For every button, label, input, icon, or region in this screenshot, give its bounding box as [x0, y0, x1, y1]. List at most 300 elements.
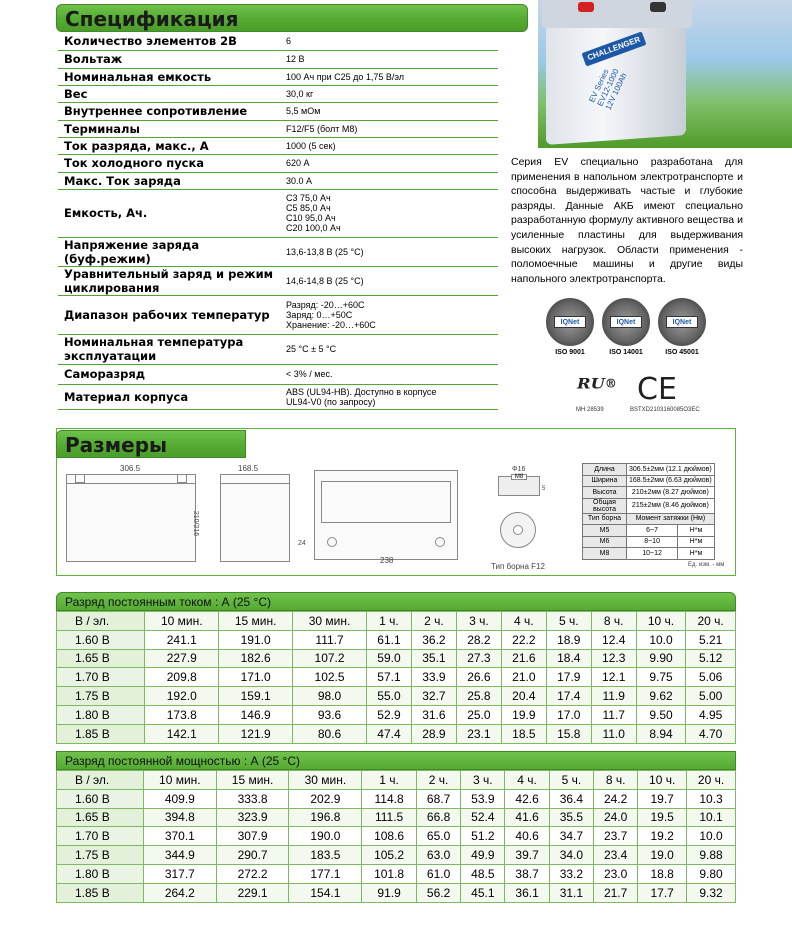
column-header: 30 мин.	[289, 771, 362, 790]
spec-label: Материал корпуса	[58, 384, 280, 409]
value-cell: 59.0	[366, 649, 411, 668]
torque-cell: М8	[583, 548, 627, 560]
value-cell: 105.2	[362, 846, 417, 865]
value-cell: 159.1	[219, 687, 293, 706]
dimension-spec-table	[582, 463, 715, 560]
dimensions-section-header	[56, 430, 246, 458]
spec-row	[58, 384, 498, 409]
column-header: 8 ч.	[594, 771, 638, 790]
value-cell: 102.5	[293, 668, 367, 687]
value-cell: 98.0	[293, 687, 367, 706]
spec-value-line: ABS (UL94-HB). Доступно в корпусе	[286, 386, 437, 397]
table-row	[57, 705, 736, 724]
value-cell: 31.1	[549, 883, 593, 902]
value-cell: 114.8	[362, 789, 417, 808]
value-cell: 25.0	[456, 705, 501, 724]
spec-row	[58, 120, 498, 137]
value-cell: 19.7	[638, 789, 687, 808]
value-cell: 80.6	[293, 724, 367, 743]
battery-lid	[542, 0, 692, 28]
dimension-key: Длина	[583, 464, 627, 476]
series-description: Серия EV специально разработана для применения в напольном электротранспорте и способна выдерживать частые и глубокие разряды. Данные АКБ имеют специально разработанную формулу активного вещества и усиленные пластины для выдерживания высоких нагрузок. Области применения - поломоечные машины и другие виды напольного электротранспорта.	[511, 156, 743, 285]
value-cell: 36.2	[411, 630, 456, 649]
value-cell: 20.4	[501, 687, 546, 706]
table-row	[57, 668, 736, 687]
value-cell: 5.06	[686, 668, 736, 687]
spec-value-line: 620 А	[286, 158, 310, 168]
value-cell: 10.3	[687, 789, 736, 808]
torque-cell: Н*м	[678, 536, 715, 548]
value-cell: 56.2	[416, 883, 460, 902]
spec-label: Ток разряда, макс., А	[58, 137, 280, 154]
value-cell: 45.1	[461, 883, 505, 902]
value-cell: 24.2	[594, 789, 638, 808]
battery-negative-post	[650, 2, 666, 12]
value-cell: 190.0	[289, 827, 362, 846]
value-cell: 9.88	[687, 846, 736, 865]
value-cell: 11.0	[591, 724, 636, 743]
spec-row	[58, 50, 498, 68]
ce-mark-icon: CE	[637, 372, 677, 407]
value-cell: 19.9	[501, 705, 546, 724]
value-cell: 19.2	[638, 827, 687, 846]
torque-row	[583, 525, 715, 537]
spec-row	[58, 334, 498, 364]
value-cell: 91.9	[362, 883, 417, 902]
iqnet-seal-icon: IQNet	[602, 298, 650, 346]
value-cell: 32.7	[411, 687, 456, 706]
spec-section-title: Спецификация	[65, 7, 239, 31]
value-cell: 182.6	[219, 649, 293, 668]
value-cell: 9.62	[636, 687, 686, 706]
value-cell: 333.8	[216, 789, 289, 808]
value-cell: 290.7	[216, 846, 289, 865]
value-cell: 18.9	[546, 630, 591, 649]
value-cell: 202.9	[289, 789, 362, 808]
value-cell: 10.1	[687, 808, 736, 827]
value-cell: 323.9	[216, 808, 289, 827]
cert-iso9001	[541, 298, 599, 356]
spec-row	[58, 137, 498, 154]
dimension-row	[583, 464, 715, 476]
cert-label: ISO 45001	[665, 349, 699, 356]
value-cell: 108.6	[362, 827, 417, 846]
dimension-value: 215±2мм (8.46 дюймов)	[627, 498, 715, 513]
power-table-caption: Разряд постоянной мощностью : А (25 °С)	[56, 751, 736, 770]
spec-label: Ток холодного пуска	[58, 154, 280, 172]
value-cell: 35.1	[411, 649, 456, 668]
spec-value-line: Разряд: -20…+60С	[286, 299, 365, 310]
value-cell: 93.6	[293, 705, 367, 724]
spec-row	[58, 33, 498, 50]
spec-value	[280, 266, 498, 295]
value-cell: 42.6	[505, 789, 549, 808]
spec-value	[280, 384, 498, 409]
value-cell: 154.1	[289, 883, 362, 902]
value-cell: 9.32	[687, 883, 736, 902]
table-row	[57, 724, 736, 743]
spec-value-line: 1000 (5 сек)	[286, 140, 336, 151]
spec-value-line: 100 Ач при С25 до 1,75 В/эл	[286, 71, 405, 82]
torque-cell: Н*м	[678, 548, 715, 560]
value-cell: 107.2	[293, 649, 367, 668]
terminal-type-caption: Тип борна F12	[491, 562, 545, 571]
spec-value	[280, 172, 498, 189]
torque-cell: 10~12	[627, 548, 678, 560]
value-cell: 36.4	[549, 789, 593, 808]
spec-label: Вольтаж	[58, 50, 280, 68]
spec-row	[58, 237, 498, 266]
spec-value	[280, 120, 498, 137]
spec-label: Номинальная емкость	[58, 68, 280, 85]
spec-value	[280, 334, 498, 364]
current-table-caption: Разряд постоянным током : А (25 °С)	[56, 592, 736, 611]
value-cell: 33.2	[549, 864, 593, 883]
column-header: 10 мин.	[143, 771, 216, 790]
voltage-cell: 1.85 В	[57, 724, 145, 743]
value-cell: 227.9	[145, 649, 219, 668]
value-cell: 101.8	[362, 864, 417, 883]
value-cell: 19.0	[638, 846, 687, 865]
value-cell: 35.5	[549, 808, 593, 827]
table-row	[57, 789, 736, 808]
value-cell: 28.2	[456, 630, 501, 649]
value-cell: 229.1	[216, 883, 289, 902]
value-cell: 10.0	[687, 827, 736, 846]
voltage-cell: 1.85 В	[57, 883, 144, 902]
spec-label: Диапазон рабочих температур	[58, 295, 280, 334]
spec-row	[58, 102, 498, 120]
spec-label: Терминалы	[58, 120, 280, 137]
height-dim: 210/216	[192, 510, 200, 537]
value-cell: 28.9	[411, 724, 456, 743]
value-cell: 22.2	[501, 630, 546, 649]
battery-photo	[538, 0, 792, 148]
column-header: 30 мин.	[293, 612, 367, 631]
column-header: 1 ч.	[362, 771, 417, 790]
spec-row	[58, 85, 498, 102]
unit-note: Ед. изм. - мм	[688, 562, 725, 568]
dimensions-section-title: Размеры	[65, 433, 168, 457]
value-cell: 47.4	[366, 724, 411, 743]
table-row	[57, 827, 736, 846]
spec-value-line: UL94-V0 (по запросу)	[286, 396, 376, 407]
spec-label: Номинальная температура эксплуатации	[58, 334, 280, 364]
table-header-row	[57, 612, 736, 631]
value-cell: 27.3	[456, 649, 501, 668]
value-cell: 49.9	[461, 846, 505, 865]
value-cell: 12.3	[591, 649, 636, 668]
side-view-drawing	[220, 474, 290, 562]
spec-value	[280, 189, 498, 237]
value-cell: 196.8	[289, 808, 362, 827]
value-cell: 31.6	[411, 705, 456, 724]
value-cell: 40.6	[505, 827, 549, 846]
value-cell: 9.50	[636, 705, 686, 724]
spec-value-line: < 3% / мес.	[286, 369, 333, 379]
value-cell: 394.8	[143, 808, 216, 827]
spec-row	[58, 266, 498, 295]
column-header: 8 ч.	[591, 612, 636, 631]
dimension-row	[583, 475, 715, 487]
spec-value-line: 25 °С ± 5 °С	[286, 344, 337, 354]
column-header: 3 ч.	[461, 771, 505, 790]
value-cell: 21.7	[594, 883, 638, 902]
torque-header: Тип борна	[583, 513, 627, 525]
value-cell: 317.7	[143, 864, 216, 883]
value-cell: 53.9	[461, 789, 505, 808]
torque-cell: М6	[583, 536, 627, 548]
value-cell: 209.8	[145, 668, 219, 687]
value-cell: 61.1	[366, 630, 411, 649]
column-header: 5 ч.	[549, 771, 593, 790]
cert-iso45001	[653, 298, 711, 356]
value-cell: 4.70	[686, 724, 736, 743]
column-header: 20 ч.	[686, 612, 736, 631]
spec-value-line: 13,6-13,8 В (25 °С)	[286, 246, 364, 257]
voltage-cell: 1.60 В	[57, 789, 144, 808]
top-view-drawing	[314, 470, 458, 560]
value-cell: 19.5	[638, 808, 687, 827]
dimension-value: 210±2мм (8.27 дюймов)	[627, 487, 715, 499]
column-header: 5 ч.	[546, 612, 591, 631]
spec-value	[280, 102, 498, 120]
battery-positive-post	[578, 2, 594, 12]
value-cell: 34.0	[549, 846, 593, 865]
value-cell: 17.9	[546, 668, 591, 687]
value-cell: 192.0	[145, 687, 219, 706]
value-cell: 26.6	[456, 668, 501, 687]
column-header: 1 ч.	[366, 612, 411, 631]
base-dim: 238	[380, 556, 394, 565]
voltage-cell: 1.75 В	[57, 846, 144, 865]
value-cell: 17.0	[546, 705, 591, 724]
dimension-row	[583, 498, 715, 513]
voltage-cell: 1.75 В	[57, 687, 145, 706]
value-cell: 61.0	[416, 864, 460, 883]
terminal-diameter: Φ16	[512, 466, 526, 473]
value-cell: 41.6	[505, 808, 549, 827]
value-cell: 21.6	[501, 649, 546, 668]
value-cell: 18.8	[638, 864, 687, 883]
spec-label: Вес	[58, 85, 280, 102]
value-cell: 17.4	[546, 687, 591, 706]
spec-value-line: С5 85,0 Ач	[286, 203, 331, 213]
value-cell: 17.7	[638, 883, 687, 902]
value-cell: 4.95	[686, 705, 736, 724]
value-cell: 171.0	[219, 668, 293, 687]
value-cell: 5.21	[686, 630, 736, 649]
value-cell: 272.2	[216, 864, 289, 883]
width-dim: 168.5	[238, 464, 259, 473]
value-cell: 264.2	[143, 883, 216, 902]
length-dim: 306.5	[120, 464, 141, 473]
constant-current-table	[56, 611, 736, 744]
spec-value-line: 12 В	[286, 54, 305, 64]
value-cell: 9.90	[636, 649, 686, 668]
voltage-cell: 1.80 В	[57, 705, 145, 724]
torque-cell: 8~10	[627, 536, 678, 548]
value-cell: 18.4	[546, 649, 591, 668]
value-cell: 65.0	[416, 827, 460, 846]
voltage-cell: 1.80 В	[57, 864, 144, 883]
value-cell: 33.9	[411, 668, 456, 687]
column-header: 15 мин.	[216, 771, 289, 790]
torque-row	[583, 536, 715, 548]
spec-value	[280, 295, 498, 334]
ce-number: BSTXD2103160085O3EC	[630, 407, 700, 413]
spec-value	[280, 33, 498, 50]
value-cell: 24.0	[594, 808, 638, 827]
spec-value	[280, 237, 498, 266]
voltage-cell: 1.65 В	[57, 808, 144, 827]
spec-value	[280, 85, 498, 102]
value-cell: 8.94	[636, 724, 686, 743]
column-header: 10 мин.	[145, 612, 219, 631]
value-cell: 48.5	[461, 864, 505, 883]
value-cell: 111.5	[362, 808, 417, 827]
column-header: 20 ч.	[687, 771, 736, 790]
dimension-value: 306.5±2мм (12.1 дюймов)	[627, 464, 715, 476]
spec-row	[58, 172, 498, 189]
spec-label: Внутреннее сопротивление	[58, 102, 280, 120]
column-header: 2 ч.	[411, 612, 456, 631]
value-cell: 39.7	[505, 846, 549, 865]
spec-value-line: С10 95,0 Ач	[286, 213, 336, 223]
spec-row	[58, 189, 498, 237]
spec-value	[280, 50, 498, 68]
spec-label: Макс. Ток заряда	[58, 172, 280, 189]
value-cell: 52.9	[366, 705, 411, 724]
column-header: 3 ч.	[456, 612, 501, 631]
value-cell: 23.7	[594, 827, 638, 846]
value-cell: 66.8	[416, 808, 460, 827]
spec-value-line: Заряд: 0…+50С	[286, 309, 353, 320]
spec-value	[280, 137, 498, 154]
spec-row	[58, 295, 498, 334]
value-cell: 9.75	[636, 668, 686, 687]
spec-value-line: С20 100,0 Ач	[286, 223, 341, 233]
spec-value	[280, 154, 498, 172]
battery-model-label: EV Series EV12-1000 12V 100Ah	[587, 67, 629, 112]
spec-value-line: 14,6-14,8 В (25 °С)	[286, 275, 364, 286]
spec-label: Емкость, Ач.	[58, 189, 280, 237]
torque-row	[583, 548, 715, 560]
terminal-side-drawing: M8	[498, 476, 540, 496]
spec-value-line: 30.0 А	[286, 175, 313, 186]
dimension-key: Высота	[583, 487, 627, 499]
spec-value-line: 30,0 кг	[286, 88, 314, 99]
column-header: 10 ч.	[638, 771, 687, 790]
cert-label: ISO 9001	[555, 349, 585, 356]
spec-label: Саморазряд	[58, 364, 280, 384]
table-row	[57, 649, 736, 668]
table-row	[57, 883, 736, 902]
spec-label: Количество элементов 2В	[58, 33, 280, 50]
value-cell: 146.9	[219, 705, 293, 724]
value-cell: 52.4	[461, 808, 505, 827]
spec-value-line: F12/F5 (болт М8)	[286, 123, 358, 134]
terminal-height: 5	[542, 486, 546, 492]
battery-brand-label: CHALLENGER	[582, 31, 647, 66]
value-cell: 11.9	[591, 687, 636, 706]
value-cell: 18.5	[501, 724, 546, 743]
table-row	[57, 687, 736, 706]
ul-mark-icon: ᴿᵁ®	[577, 374, 617, 404]
column-header: 4 ч.	[505, 771, 549, 790]
value-cell: 15.8	[546, 724, 591, 743]
ul-number: MH 28539	[576, 407, 604, 413]
column-header: 4 ч.	[501, 612, 546, 631]
value-cell: 23.1	[456, 724, 501, 743]
torque-cell: М5	[583, 525, 627, 537]
value-cell: 177.1	[289, 864, 362, 883]
value-cell: 63.0	[416, 846, 460, 865]
cert-iso14001	[597, 298, 655, 356]
spec-value-line: 5,5 мОм	[286, 106, 321, 116]
value-cell: 68.7	[416, 789, 460, 808]
value-cell: 409.9	[143, 789, 216, 808]
column-header: 2 ч.	[416, 771, 460, 790]
spec-section-header	[56, 4, 528, 32]
value-cell: 34.7	[549, 827, 593, 846]
terminal-top-drawing	[500, 512, 536, 548]
value-cell: 10.0	[636, 630, 686, 649]
column-header: 10 ч.	[636, 612, 686, 631]
value-cell: 12.1	[591, 668, 636, 687]
spec-table	[58, 33, 498, 410]
value-cell: 344.9	[143, 846, 216, 865]
column-header: В / эл.	[57, 612, 145, 631]
cert-label: ISO 14001	[609, 349, 643, 356]
torque-header: Момент затяжки (Нм)	[627, 513, 715, 525]
value-cell: 307.9	[216, 827, 289, 846]
constant-power-table	[56, 770, 736, 903]
dimension-key: Общая высота	[583, 498, 627, 513]
value-cell: 191.0	[219, 630, 293, 649]
table-row	[57, 808, 736, 827]
spec-value-line: С3 75,0 Ач	[286, 193, 331, 203]
value-cell: 12.4	[591, 630, 636, 649]
value-cell: 57.1	[366, 668, 411, 687]
value-cell: 370.1	[143, 827, 216, 846]
value-cell: 241.1	[145, 630, 219, 649]
value-cell: 38.7	[505, 864, 549, 883]
table-row	[57, 846, 736, 865]
spec-value	[280, 364, 498, 384]
torque-cell: Н*м	[678, 525, 715, 537]
voltage-cell: 1.65 В	[57, 649, 145, 668]
spec-label: Уравнительный заряд и режим циклирования	[58, 266, 280, 295]
value-cell: 173.8	[145, 705, 219, 724]
column-header: 15 мин.	[219, 612, 293, 631]
torque-cell: 6~7	[627, 525, 678, 537]
value-cell: 121.9	[219, 724, 293, 743]
side-dim: 24	[298, 540, 306, 547]
table-row	[57, 864, 736, 883]
value-cell: 5.12	[686, 649, 736, 668]
spec-label: Напряжение заряда (буф.режим)	[58, 237, 280, 266]
value-cell: 23.4	[594, 846, 638, 865]
iqnet-seal-icon: IQNet	[658, 298, 706, 346]
front-view-drawing	[66, 474, 196, 562]
table-header-row	[57, 771, 736, 790]
value-cell: 111.7	[293, 630, 367, 649]
value-cell: 5.00	[686, 687, 736, 706]
spec-row	[58, 154, 498, 172]
value-cell: 142.1	[145, 724, 219, 743]
voltage-cell: 1.60 В	[57, 630, 145, 649]
